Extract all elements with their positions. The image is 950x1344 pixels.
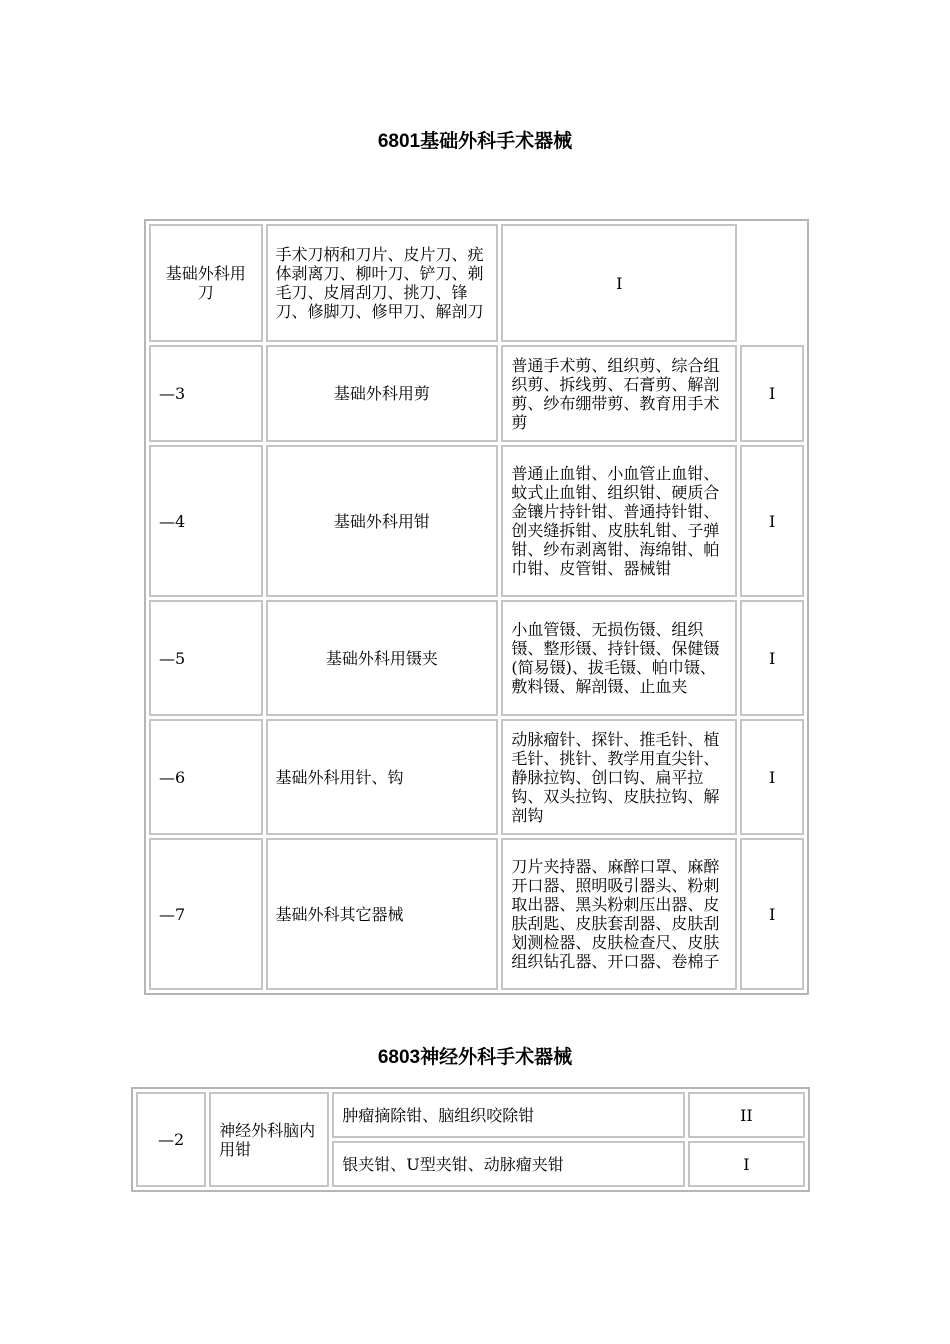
empty-cell [740, 224, 804, 342]
items-cell: 普通手术剪、组织剪、综合组织剪、拆线剪、石膏剪、解剖剪、纱布绷带剪、教育用手术剪 [501, 345, 737, 442]
code-cell: —6 [149, 719, 263, 835]
category-cell: 基础外科用刀 [149, 224, 263, 342]
table-6803 [131, 1087, 810, 1192]
name-cell: 基础外科其它器械 [266, 838, 499, 990]
table-row [149, 719, 804, 835]
name-cell: 神经外科脑内用钳 [209, 1092, 329, 1187]
code-cell: —5 [149, 600, 263, 716]
name-cell: 基础外科用钳 [266, 445, 499, 597]
class-cell: II [688, 1092, 805, 1138]
name-cell: 基础外科用剪 [266, 345, 499, 442]
class-cell: I [688, 1141, 805, 1187]
class-cell: I [740, 345, 804, 442]
name-cell: 基础外科用镊夹 [266, 600, 499, 716]
table-row [149, 445, 804, 597]
items-cell: 普通止血钳、小血管止血钳、蚊式止血钳、组织钳、硬质合金镶片持针钳、普通持针钳、创夹缝拆钳、皮肤轧钳、子弹钳、纱布剥离钳、海绵钳、帕巾钳、皮管钳、器械钳 [501, 445, 737, 597]
items-cell: 小血管镊、无损伤镊、组织镊、整形镊、持针镊、保健镊(简易镊)、拔毛镊、帕巾镊、敷料镊、解剖镊、止血夹 [501, 600, 737, 716]
table-row [149, 838, 804, 990]
name-cell: 基础外科用针、钩 [266, 719, 499, 835]
code-cell: —7 [149, 838, 263, 990]
section-title-6801: 6801基础外科手术器械 [377, 131, 573, 152]
items-cell: 肿瘤摘除钳、脑组织咬除钳 [332, 1092, 685, 1138]
section-title-6803: 6803神经外科手术器械 [377, 1047, 573, 1068]
table-row [149, 224, 804, 342]
code-cell: —4 [149, 445, 263, 597]
class-cell: I [740, 445, 804, 597]
items-cell: 刀片夹持器、麻醉口罩、麻醉开口器、照明吸引器头、粉刺取出器、黑头粉刺压出器、皮肤刮匙、皮肤套刮器、皮肤刮划测检器、皮肤检查尺、皮肤组织钻孔器、开口器、卷棉子 [501, 838, 737, 990]
class-cell: I [501, 224, 737, 342]
class-cell: I [740, 600, 804, 716]
table-row [149, 600, 804, 716]
class-cell: I [740, 719, 804, 835]
code-cell: —3 [149, 345, 263, 442]
items-cell: 银夹钳、U型夹钳、动脉瘤夹钳 [332, 1141, 685, 1187]
table-6801 [144, 219, 809, 995]
table-row [149, 345, 804, 442]
table-row [136, 1092, 805, 1138]
items-cell: 动脉瘤针、探针、推毛针、植毛针、挑针、教学用直尖针、静脉拉钩、创口钩、扁平拉钩、双头拉钩、皮肤拉钩、解剖钩 [501, 719, 737, 835]
class-cell: I [740, 838, 804, 990]
items-cell: 手术刀柄和刀片、皮片刀、疣体剥离刀、柳叶刀、铲刀、剃毛刀、皮屑刮刀、挑刀、锋刀、修脚刀、修甲刀、解剖刀 [266, 224, 499, 342]
code-cell: —2 [136, 1092, 206, 1187]
